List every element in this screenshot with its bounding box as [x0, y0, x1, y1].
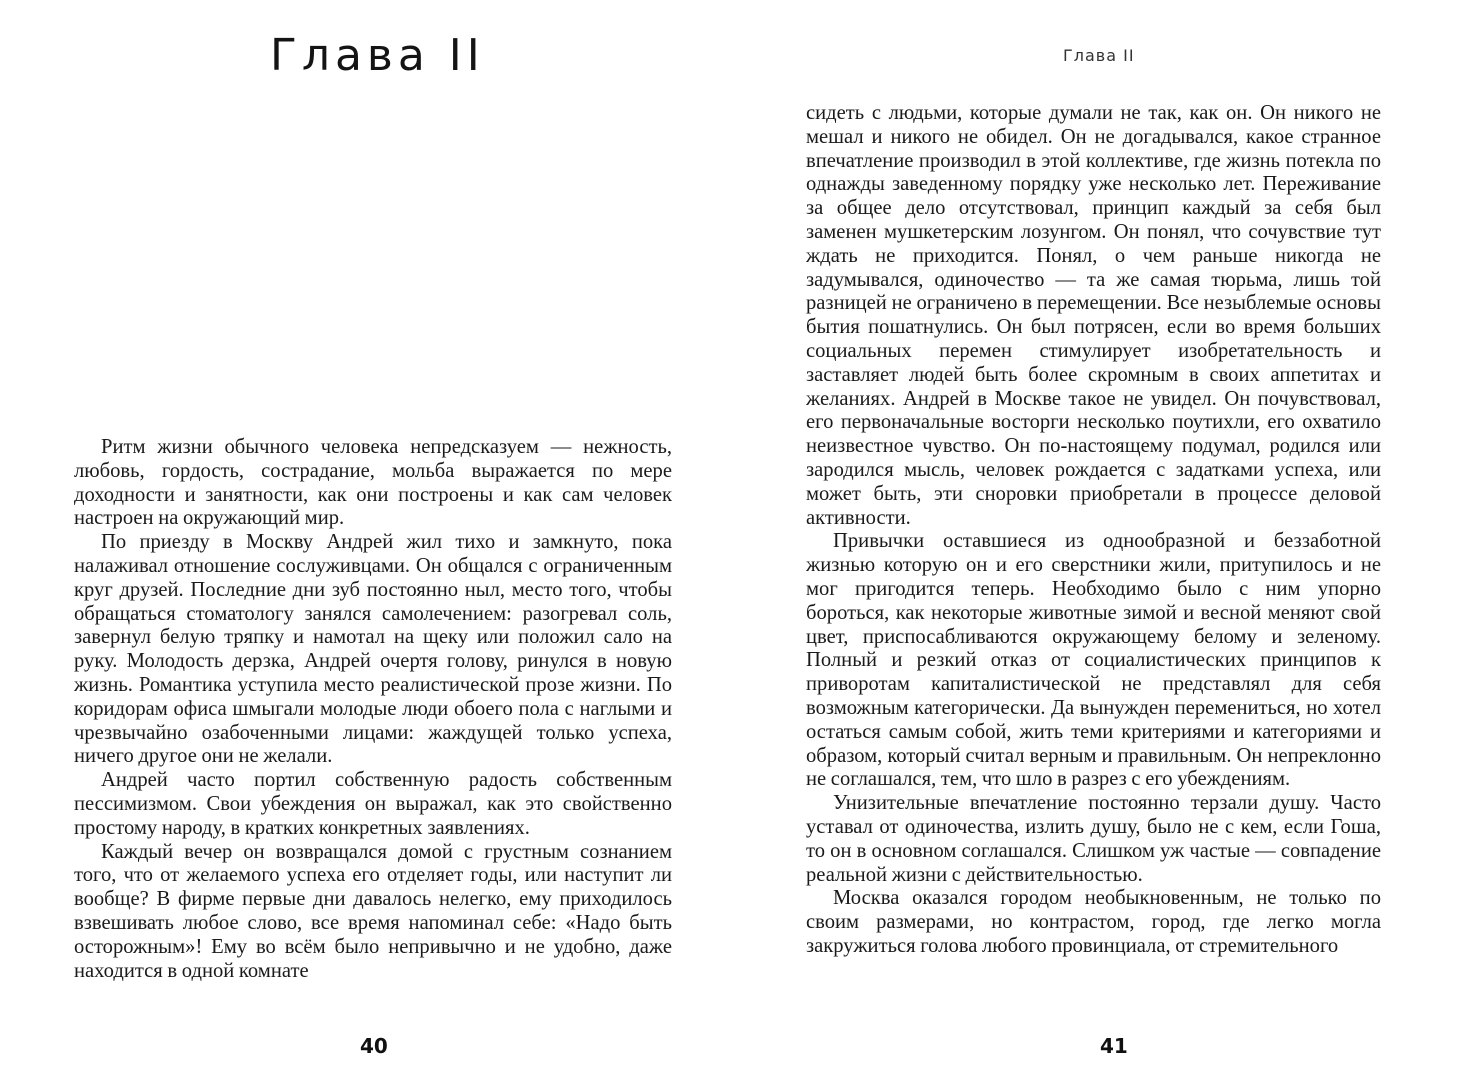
paragraph: Унизительные впечатление постоянно терзали душу. Часто уставал от одиночества, излить душу, было не с кем, если Гоша, то он в основном соглашался. Слишком уж частые — совпадение реальной жизни с действительностью. [806, 792, 1381, 886]
paragraph: Андрей часто портил собственную радость собственным пессимизмом. Свои убеждения он выражал, как это свойственно простому народу, в кратких конкретных заявлениях. [74, 769, 672, 839]
paragraph: Ритм жизни обычного человека непредсказуем — нежность, любовь, гордость, сострадание, мольба выражается по мере доходности и занятности, как они построены и как сам человек настроен на окружающий мир. [74, 436, 672, 530]
running-head: Глава II [1063, 46, 1135, 65]
paragraph: сидеть с людьми, которые думали не так, как он. Он никого не мешал и никого не обидел. Он не догадывался, какое странное впечатление производил в этой коллективе, где жизнь потекла по однажды заведенному порядку уже несколько лет. Переживание за общее дело отсутствовал, принцип каждый за себя был заменен мушкетерским лозунгом. Он понял, что сочувствие тут ждать не приходится. Понял, о чем раньше никогда не задумывался, одиночество — та же самая тюрьма, лишь той разницей не ограничено в перемещении. Все незыблемые основы бытия пошатнулись. Он был потрясен, если во время больших социальных перемен стимулирует изобретательность и заставляет людей быть более скромным в своих аппетитах и желаниях. Андрей в Москве такое не увидел. Он почувствовал, его первоначальные восторги несколько поутихли, его охватило неизвестное чувство. Он по-настоящему подумал, родился или зародился мысль, человек рождается с задатками успеха, или может быть, эти сноровки приобретали в процессе деловой активности. [806, 102, 1381, 529]
paragraph: Каждый вечер он возвращался домой с грустным сознанием того, что от желаемого успеха его отделяет годы, или наступит ли вообще? В фирме первые дни давалось нелегко, ему приходилось взвешивать любое слово, все время напоминал себе: «Надо быть осторожным»! Ему во всём было непривычно и не удобно, даже находится в одной комнате [74, 840, 672, 982]
right-page [741, 0, 1481, 1080]
left-page-text [74, 436, 672, 983]
paragraph: Привычки оставшиеся из однообразной и беззаботной жизнью которую он и его сверстники жили, притупилось и не мог пригодится теперь. Необходимо было с ним упорно бороться, как некоторые животные зимой и весной меняют свой цвет, приспосабливаются окружающему белому и зеленому. Полный и резкий отказ от социалистических принципов к приворотам капиталистической не представлял для себя возможным категорически. Да вынужден перемениться, но хотел остаться самым собой, жить теми критериями и категориями и образом, который считал верным и правильным. Он непреклонно не соглашался, тем, что шло в разрез с его убеждениям. [806, 530, 1381, 791]
page-number: 41 [1100, 1034, 1128, 1058]
chapter-title: Глава II [270, 30, 485, 81]
page-number: 40 [360, 1034, 388, 1058]
right-page-text [806, 102, 1381, 959]
paragraph: По приезду в Москву Андрей жил тихо и замкнуто, пока налаживал отношение сослуживцами. Он общался с ограниченным круг друзей. Последние дни зуб постоянно ныл, место того, чтобы обращаться стоматологу занялся самолечением: разогревал соль, завернул белую тряпку и намотал на щеку или положил сало на руку. Молодость дерзка, Андрей очертя голову, ринулся в новую жизнь. Романтика уступила место реалистической прозе жизни. По коридорам офиса шмыгали молодые люди обоего пола с наглыми и чрезвычайно озабоченными лицами: жаждущей только успеха, ничего другое они не желали. [74, 531, 672, 768]
paragraph: Москва оказался городом необыкновенным, не только по своим размерами, но контрастом, город, где легко могла закружиться голова любого провинциала, от стремительного [806, 887, 1381, 957]
left-page [0, 0, 740, 1080]
